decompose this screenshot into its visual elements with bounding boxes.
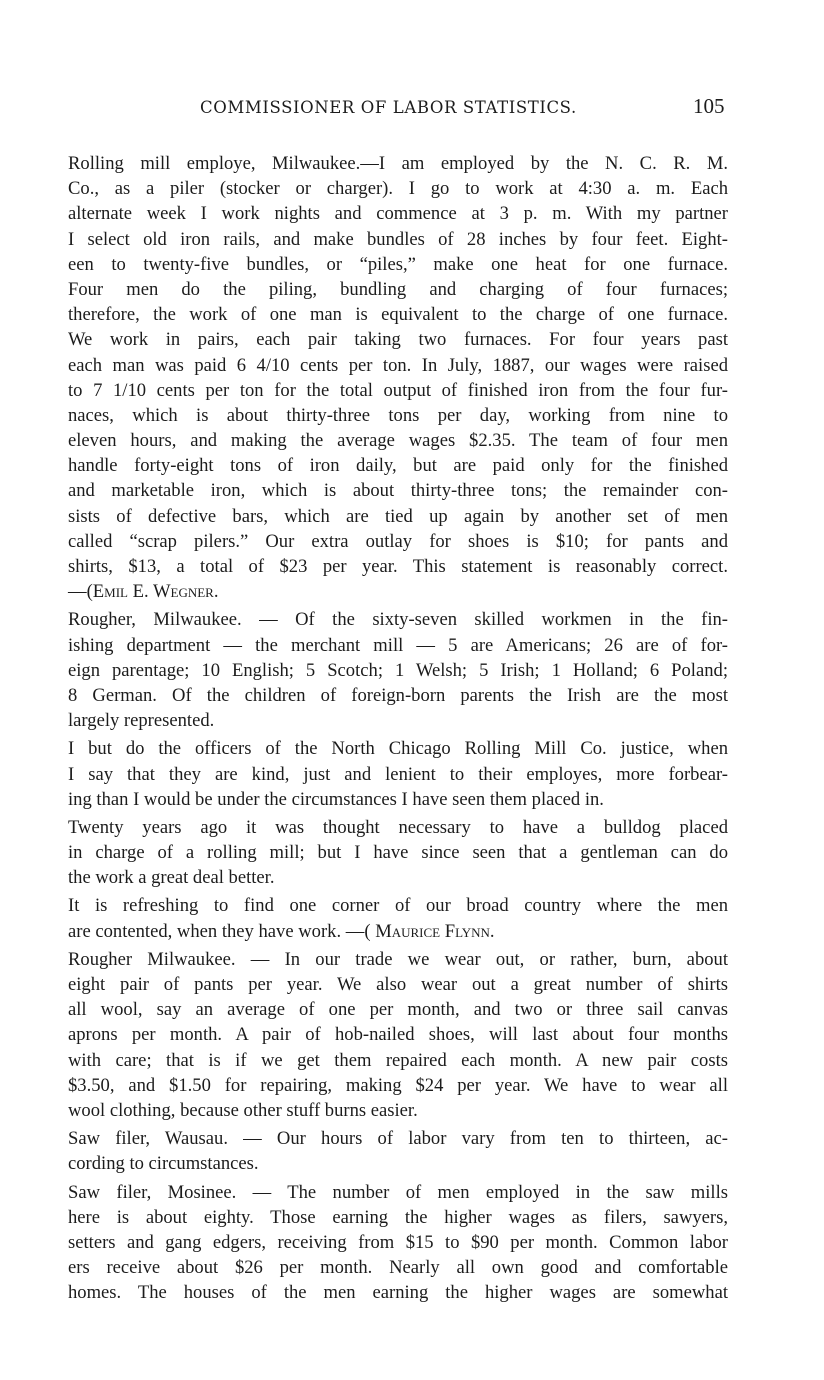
text-line: Rougher Milwaukee. — In our trade we wear out, or rather, burn, about: [68, 948, 728, 970]
text-line: handle forty-eight tons of iron daily, but are paid only for the finished: [68, 455, 728, 477]
paragraph: [68, 607, 728, 733]
text-line: all wool, say an average of one per month, and two or three sail canvas: [68, 999, 728, 1021]
text-line: I say that they are kind, just and lenient to their employes, more forbear-: [68, 763, 728, 785]
text-line: the work a great deal better.: [68, 867, 275, 889]
text-line: naces, which is about thirty-three tons per day, working from nine to: [68, 404, 728, 426]
paragraph: [68, 893, 728, 943]
text-line: called “scrap pilers.” Our extra outlay for shoes is $10; for pants and: [68, 530, 728, 552]
text-line: Rougher, Milwaukee. — Of the sixty-seven skilled workmen in the fin-: [68, 609, 728, 631]
paragraph: [68, 947, 728, 1123]
text-line: in charge of a rolling mill; but I have since seen that a gentleman can do: [68, 842, 728, 864]
body-text: [68, 151, 728, 1305]
text-line: Twenty years ago it was thought necessary to have a bulldog placed: [68, 816, 728, 838]
text-line: aprons per month. A pair of hob-nailed shoes, will last about four months: [68, 1024, 728, 1046]
paragraph: [68, 815, 728, 891]
text-line: Co., as a piler (stocker or charger). I go to work at 4:30 a. m. Each: [68, 178, 728, 200]
text-line: We work in pairs, each pair taking two furnaces. For four years past: [68, 329, 728, 351]
text-line: shirts, $13, a total of $23 per year. This statement is reasonably correct.: [68, 556, 728, 577]
running-head-title: COMMISSIONER OF LABOR STATISTICS.: [200, 98, 577, 117]
text-line: alternate week I work nights and commence at 3 p. m. With my partner: [68, 203, 728, 225]
text-line: ers receive about $26 per month. Nearly all own good and comfortable: [68, 1257, 728, 1279]
text-line: setters and gang edgers, receiving from $15 to $90 per month. Common labor: [68, 1231, 728, 1253]
text-line: wool clothing, because other stuff burns easier.: [68, 1099, 418, 1121]
text-line: each man was paid 6 4/10 cents per ton. In July, 1887, our wages were raised: [68, 354, 728, 376]
text-line: $3.50, and $1.50 for repairing, making $24 per year. We have to wear all: [68, 1074, 728, 1096]
text-line: Four men do the piling, bundling and charging of four furnaces;: [68, 278, 728, 300]
text-line: een to twenty-five bundles, or “piles,” make one heat for one furnace.: [68, 253, 728, 275]
text-line: cording to circumstances.: [68, 1153, 259, 1175]
text-line: It is refreshing to find one corner of our broad country where the men: [68, 895, 728, 917]
page-number: 105: [693, 94, 725, 118]
text-line: sists of defective bars, which are tied up again by another set of men: [68, 505, 728, 527]
text-line: eign parentage; 10 English; 5 Scotch; 1 Welsh; 5 Irish; 1 Holland; 6 Poland;: [68, 659, 728, 681]
text-line: largely represented.: [68, 710, 215, 732]
text-line: Saw filer, Wausau. — Our hours of labor vary from ten to thirteen, ac-: [68, 1128, 728, 1150]
text-line: I but do the officers of the North Chicago Rolling Mill Co. justice, when: [68, 738, 728, 760]
text-line: therefore, the work of one man is equivalent to the charge of one furnace.: [68, 304, 728, 326]
signature-name: Maurice Flynn: [375, 920, 490, 942]
text-line: and marketable iron, which is about thirty-three tons; the remainder con-: [68, 480, 728, 502]
text-line: are contented, when they have work. —( Maurice Flynn.: [68, 920, 495, 942]
paragraph: [68, 1180, 728, 1306]
paragraph: [68, 151, 728, 604]
text-line: with care; that is if we get them repaired each month. A new pair costs: [68, 1049, 728, 1071]
text-line: ishing department — the merchant mill — 5 are Americans; 26 are of for-: [68, 634, 728, 656]
text-line: Saw filer, Mosinee. — The number of men employed in the saw mills: [68, 1181, 728, 1203]
text-line: here is about eighty. Those earning the higher wages as filers, sawyers,: [68, 1206, 728, 1228]
signature-name: Emil E. Wegner: [92, 581, 214, 603]
text-line: I select old iron rails, and make bundles of 28 inches by four feet. Eight-: [68, 228, 728, 250]
text-line: homes. The houses of the men earning the higher wages are somewhat: [68, 1282, 728, 1304]
text-line: —(Emil E. Wegner.: [68, 581, 219, 603]
paragraph: [68, 1126, 728, 1176]
paragraph: [68, 736, 728, 812]
text-line: Rolling mill employe, Milwaukee.—I am employed by the N. C. R. M.: [68, 153, 728, 174]
text-line: eleven hours, and making the average wages $2.35. The team of four men: [68, 430, 728, 452]
text-line: to 7 1/10 cents per ton for the total output of finished iron from the four fur-: [68, 379, 728, 401]
text-line: ing than I would be under the circumstances I have seen them placed in.: [68, 788, 604, 810]
text-line: 8 German. Of the children of foreign-born parents the Irish are the most: [68, 684, 728, 706]
text-line: eight pair of pants per year. We also wear out a great number of shirts: [68, 974, 728, 995]
